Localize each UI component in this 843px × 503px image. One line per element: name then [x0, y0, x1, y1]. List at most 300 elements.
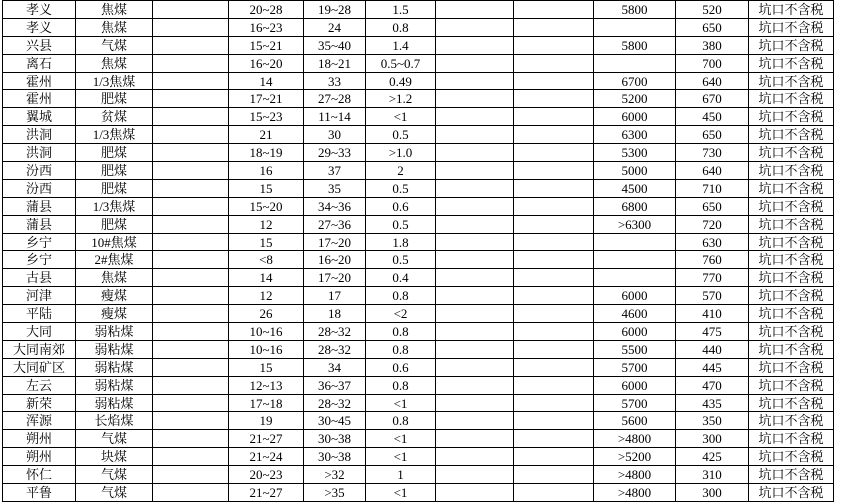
cell-value-1[interactable]: 15 — [229, 179, 304, 197]
cell-blank-c[interactable] — [514, 358, 594, 376]
cell-calorific-value[interactable]: 6000 — [594, 376, 676, 394]
cell-region[interactable]: 孝义 — [3, 18, 76, 36]
cell-calorific-value[interactable]: 4600 — [594, 305, 676, 323]
cell-value-2[interactable]: 35 — [304, 179, 366, 197]
cell-price[interactable]: 650 — [676, 126, 749, 144]
cell-value-1[interactable]: 14 — [229, 269, 304, 287]
cell-calorific-value[interactable]: 5800 — [594, 36, 676, 54]
cell-coal-type[interactable]: 2#焦煤 — [76, 251, 153, 269]
cell-value-3[interactable]: 0.5 — [366, 179, 436, 197]
cell-value-2[interactable]: 16~20 — [304, 251, 366, 269]
cell-price[interactable]: 310 — [676, 466, 749, 484]
cell-value-1[interactable]: 21~27 — [229, 484, 304, 502]
cell-value-2[interactable]: 34~36 — [304, 197, 366, 215]
cell-blank-c[interactable] — [514, 90, 594, 108]
cell-region[interactable]: 大同南郊 — [3, 340, 76, 358]
cell-calorific-value[interactable] — [594, 269, 676, 287]
cell-blank-b[interactable] — [436, 466, 514, 484]
cell-value-2[interactable]: 35~40 — [304, 36, 366, 54]
cell-blank-a[interactable] — [153, 340, 229, 358]
cell-value-2[interactable]: 28~32 — [304, 394, 366, 412]
cell-blank-a[interactable] — [153, 448, 229, 466]
cell-value-1[interactable]: 16~20 — [229, 54, 304, 72]
cell-value-1[interactable]: 15~23 — [229, 108, 304, 126]
cell-calorific-value[interactable]: 5500 — [594, 340, 676, 358]
cell-blank-b[interactable] — [436, 340, 514, 358]
cell-coal-type[interactable]: 气煤 — [76, 430, 153, 448]
cell-blank-c[interactable] — [514, 394, 594, 412]
cell-coal-type[interactable]: 1/3焦煤 — [76, 126, 153, 144]
cell-calorific-value[interactable]: >4800 — [594, 484, 676, 502]
cell-blank-c[interactable] — [514, 305, 594, 323]
cell-region[interactable]: 朔州 — [3, 448, 76, 466]
cell-tax-basis[interactable]: 坑口不含税 — [749, 18, 834, 36]
cell-value-3[interactable]: >1.0 — [366, 144, 436, 162]
cell-calorific-value[interactable]: 6700 — [594, 72, 676, 90]
cell-blank-a[interactable] — [153, 484, 229, 502]
cell-calorific-value[interactable]: 5700 — [594, 394, 676, 412]
cell-value-3[interactable]: 0.8 — [366, 412, 436, 430]
cell-blank-b[interactable] — [436, 430, 514, 448]
cell-tax-basis[interactable]: 坑口不含税 — [749, 448, 834, 466]
cell-tax-basis[interactable]: 坑口不含税 — [749, 72, 834, 90]
cell-value-3[interactable]: 0.6 — [366, 358, 436, 376]
cell-coal-type[interactable]: 气煤 — [76, 484, 153, 502]
cell-blank-b[interactable] — [436, 90, 514, 108]
cell-blank-a[interactable] — [153, 179, 229, 197]
cell-blank-c[interactable] — [514, 340, 594, 358]
cell-value-3[interactable]: 1.8 — [366, 233, 436, 251]
cell-coal-type[interactable]: 气煤 — [76, 466, 153, 484]
cell-tax-basis[interactable]: 坑口不含税 — [749, 394, 834, 412]
cell-region[interactable]: 怀仁 — [3, 466, 76, 484]
cell-blank-a[interactable] — [153, 376, 229, 394]
cell-value-2[interactable]: 18~21 — [304, 54, 366, 72]
cell-tax-basis[interactable]: 坑口不含税 — [749, 305, 834, 323]
cell-region[interactable]: 大同 — [3, 323, 76, 341]
cell-value-1[interactable]: 21 — [229, 126, 304, 144]
cell-value-2[interactable]: 28~32 — [304, 340, 366, 358]
cell-blank-b[interactable] — [436, 305, 514, 323]
cell-value-3[interactable]: 0.8 — [366, 340, 436, 358]
cell-blank-b[interactable] — [436, 54, 514, 72]
cell-tax-basis[interactable]: 坑口不含税 — [749, 54, 834, 72]
cell-blank-c[interactable] — [514, 233, 594, 251]
cell-price[interactable]: 730 — [676, 144, 749, 162]
cell-value-3[interactable]: <1 — [366, 108, 436, 126]
cell-region[interactable]: 洪洞 — [3, 144, 76, 162]
cell-blank-a[interactable] — [153, 108, 229, 126]
cell-value-3[interactable]: 0.4 — [366, 269, 436, 287]
cell-blank-a[interactable] — [153, 358, 229, 376]
cell-blank-b[interactable] — [436, 144, 514, 162]
cell-calorific-value[interactable] — [594, 54, 676, 72]
cell-blank-c[interactable] — [514, 1, 594, 19]
cell-coal-type[interactable]: 弱粘煤 — [76, 340, 153, 358]
cell-value-1[interactable]: 15 — [229, 358, 304, 376]
cell-blank-a[interactable] — [153, 144, 229, 162]
cell-tax-basis[interactable]: 坑口不含税 — [749, 430, 834, 448]
cell-blank-a[interactable] — [153, 126, 229, 144]
cell-blank-c[interactable] — [514, 412, 594, 430]
cell-tax-basis[interactable]: 坑口不含税 — [749, 144, 834, 162]
cell-region[interactable]: 乡宁 — [3, 233, 76, 251]
cell-blank-c[interactable] — [514, 108, 594, 126]
cell-value-3[interactable]: <1 — [366, 394, 436, 412]
cell-blank-b[interactable] — [436, 197, 514, 215]
cell-coal-type[interactable]: 肥煤 — [76, 179, 153, 197]
cell-region[interactable]: 平陆 — [3, 305, 76, 323]
cell-price[interactable]: 640 — [676, 162, 749, 180]
cell-blank-b[interactable] — [436, 448, 514, 466]
cell-blank-a[interactable] — [153, 1, 229, 19]
cell-value-1[interactable]: 12~13 — [229, 376, 304, 394]
cell-region[interactable]: 离石 — [3, 54, 76, 72]
cell-blank-a[interactable] — [153, 18, 229, 36]
cell-price[interactable]: 570 — [676, 287, 749, 305]
cell-blank-b[interactable] — [436, 72, 514, 90]
cell-calorific-value[interactable]: 5000 — [594, 162, 676, 180]
cell-coal-type[interactable]: 肥煤 — [76, 215, 153, 233]
cell-region[interactable]: 汾西 — [3, 179, 76, 197]
cell-tax-basis[interactable]: 坑口不含税 — [749, 269, 834, 287]
cell-coal-type[interactable]: 瘦煤 — [76, 305, 153, 323]
cell-tax-basis[interactable]: 坑口不含税 — [749, 233, 834, 251]
cell-blank-c[interactable] — [514, 430, 594, 448]
cell-calorific-value[interactable]: 6000 — [594, 108, 676, 126]
cell-value-1[interactable]: 17~18 — [229, 394, 304, 412]
cell-value-1[interactable]: 16~23 — [229, 18, 304, 36]
cell-value-2[interactable]: 17~20 — [304, 269, 366, 287]
cell-value-2[interactable]: 29~33 — [304, 144, 366, 162]
cell-blank-a[interactable] — [153, 162, 229, 180]
cell-calorific-value[interactable]: 5700 — [594, 358, 676, 376]
cell-region[interactable]: 浑源 — [3, 412, 76, 430]
cell-value-2[interactable]: >35 — [304, 484, 366, 502]
cell-calorific-value[interactable]: 5800 — [594, 1, 676, 19]
cell-value-3[interactable]: <2 — [366, 305, 436, 323]
cell-value-2[interactable]: >32 — [304, 466, 366, 484]
cell-tax-basis[interactable]: 坑口不含税 — [749, 358, 834, 376]
cell-price[interactable]: 300 — [676, 430, 749, 448]
cell-value-3[interactable]: 0.8 — [366, 287, 436, 305]
cell-blank-a[interactable] — [153, 72, 229, 90]
cell-price[interactable]: 650 — [676, 18, 749, 36]
cell-region[interactable]: 河津 — [3, 287, 76, 305]
cell-calorific-value[interactable]: 6300 — [594, 126, 676, 144]
cell-tax-basis[interactable]: 坑口不含税 — [749, 215, 834, 233]
cell-blank-c[interactable] — [514, 144, 594, 162]
cell-value-3[interactable]: 1.5 — [366, 1, 436, 19]
cell-coal-type[interactable]: 1/3焦煤 — [76, 197, 153, 215]
cell-value-3[interactable]: 1.4 — [366, 36, 436, 54]
cell-value-3[interactable]: 0.6 — [366, 197, 436, 215]
cell-value-2[interactable]: 37 — [304, 162, 366, 180]
cell-value-1[interactable]: 17~21 — [229, 90, 304, 108]
cell-blank-c[interactable] — [514, 323, 594, 341]
cell-value-3[interactable]: 2 — [366, 162, 436, 180]
cell-value-3[interactable]: 0.49 — [366, 72, 436, 90]
cell-value-3[interactable]: 0.8 — [366, 376, 436, 394]
cell-value-1[interactable]: 10~16 — [229, 340, 304, 358]
cell-blank-b[interactable] — [436, 18, 514, 36]
cell-blank-b[interactable] — [436, 233, 514, 251]
cell-blank-c[interactable] — [514, 466, 594, 484]
cell-blank-b[interactable] — [436, 412, 514, 430]
cell-value-1[interactable]: 15~20 — [229, 197, 304, 215]
cell-blank-b[interactable] — [436, 126, 514, 144]
cell-blank-b[interactable] — [436, 162, 514, 180]
cell-tax-basis[interactable]: 坑口不含税 — [749, 36, 834, 54]
cell-price[interactable]: 670 — [676, 90, 749, 108]
cell-value-1[interactable]: 16 — [229, 162, 304, 180]
cell-coal-type[interactable]: 肥煤 — [76, 144, 153, 162]
cell-coal-type[interactable]: 焦煤 — [76, 269, 153, 287]
cell-value-2[interactable]: 30~38 — [304, 448, 366, 466]
cell-coal-type[interactable]: 1/3焦煤 — [76, 72, 153, 90]
cell-value-3[interactable]: 0.8 — [366, 323, 436, 341]
cell-calorific-value[interactable]: >4800 — [594, 466, 676, 484]
cell-blank-b[interactable] — [436, 108, 514, 126]
cell-value-3[interactable]: 0.5~0.7 — [366, 54, 436, 72]
cell-value-3[interactable]: 0.8 — [366, 18, 436, 36]
cell-value-1[interactable]: 15~21 — [229, 36, 304, 54]
cell-region[interactable]: 乡宁 — [3, 251, 76, 269]
cell-coal-type[interactable]: 弱粘煤 — [76, 376, 153, 394]
cell-blank-b[interactable] — [436, 394, 514, 412]
cell-tax-basis[interactable]: 坑口不含税 — [749, 197, 834, 215]
cell-value-1[interactable]: 26 — [229, 305, 304, 323]
cell-value-1[interactable]: 20~23 — [229, 466, 304, 484]
cell-coal-type[interactable]: 焦煤 — [76, 1, 153, 19]
cell-value-2[interactable]: 19~28 — [304, 1, 366, 19]
cell-calorific-value[interactable]: 4500 — [594, 179, 676, 197]
cell-region[interactable]: 洪洞 — [3, 126, 76, 144]
cell-coal-type[interactable]: 焦煤 — [76, 18, 153, 36]
cell-value-1[interactable]: 12 — [229, 287, 304, 305]
cell-region[interactable]: 新荣 — [3, 394, 76, 412]
cell-blank-a[interactable] — [153, 466, 229, 484]
cell-value-1[interactable]: 20~28 — [229, 1, 304, 19]
cell-value-3[interactable]: <1 — [366, 430, 436, 448]
cell-calorific-value[interactable] — [594, 233, 676, 251]
cell-blank-b[interactable] — [436, 215, 514, 233]
cell-tax-basis[interactable]: 坑口不含税 — [749, 108, 834, 126]
cell-blank-a[interactable] — [153, 54, 229, 72]
cell-value-1[interactable]: 19 — [229, 412, 304, 430]
cell-value-1[interactable]: 14 — [229, 72, 304, 90]
cell-tax-basis[interactable]: 坑口不含税 — [749, 484, 834, 502]
cell-blank-a[interactable] — [153, 251, 229, 269]
cell-region[interactable]: 霍州 — [3, 72, 76, 90]
cell-tax-basis[interactable]: 坑口不含税 — [749, 179, 834, 197]
cell-blank-a[interactable] — [153, 197, 229, 215]
cell-region[interactable]: 兴县 — [3, 36, 76, 54]
cell-coal-type[interactable]: 肥煤 — [76, 90, 153, 108]
cell-value-3[interactable]: 0.5 — [366, 251, 436, 269]
cell-blank-c[interactable] — [514, 287, 594, 305]
cell-price[interactable]: 640 — [676, 72, 749, 90]
cell-value-2[interactable]: 36~37 — [304, 376, 366, 394]
cell-value-1[interactable]: 12 — [229, 215, 304, 233]
cell-blank-a[interactable] — [153, 90, 229, 108]
cell-calorific-value[interactable] — [594, 251, 676, 269]
cell-blank-b[interactable] — [436, 269, 514, 287]
cell-calorific-value[interactable]: >4800 — [594, 430, 676, 448]
cell-price[interactable]: 450 — [676, 108, 749, 126]
cell-calorific-value[interactable]: 6000 — [594, 323, 676, 341]
cell-value-2[interactable]: 30~45 — [304, 412, 366, 430]
cell-value-2[interactable]: 28~32 — [304, 323, 366, 341]
cell-value-3[interactable]: <1 — [366, 484, 436, 502]
cell-price[interactable]: 710 — [676, 179, 749, 197]
cell-region[interactable]: 左云 — [3, 376, 76, 394]
cell-coal-type[interactable]: 贫煤 — [76, 108, 153, 126]
cell-price[interactable]: 650 — [676, 197, 749, 215]
cell-value-2[interactable]: 17 — [304, 287, 366, 305]
cell-blank-b[interactable] — [436, 376, 514, 394]
cell-value-2[interactable]: 17~20 — [304, 233, 366, 251]
cell-value-2[interactable]: 27~36 — [304, 215, 366, 233]
cell-coal-type[interactable]: 弱粘煤 — [76, 323, 153, 341]
cell-price[interactable]: 760 — [676, 251, 749, 269]
cell-blank-c[interactable] — [514, 484, 594, 502]
cell-blank-a[interactable] — [153, 394, 229, 412]
cell-price[interactable]: 380 — [676, 36, 749, 54]
cell-tax-basis[interactable]: 坑口不含税 — [749, 1, 834, 19]
cell-blank-a[interactable] — [153, 305, 229, 323]
cell-coal-type[interactable]: 弱粘煤 — [76, 358, 153, 376]
cell-price[interactable]: 470 — [676, 376, 749, 394]
cell-value-2[interactable]: 27~28 — [304, 90, 366, 108]
cell-value-2[interactable]: 33 — [304, 72, 366, 90]
cell-price[interactable]: 440 — [676, 340, 749, 358]
cell-blank-c[interactable] — [514, 251, 594, 269]
cell-blank-c[interactable] — [514, 376, 594, 394]
cell-blank-b[interactable] — [436, 358, 514, 376]
cell-blank-c[interactable] — [514, 54, 594, 72]
cell-tax-basis[interactable]: 坑口不含税 — [749, 412, 834, 430]
cell-blank-c[interactable] — [514, 215, 594, 233]
cell-region[interactable]: 孝义 — [3, 1, 76, 19]
cell-price[interactable]: 630 — [676, 233, 749, 251]
cell-coal-type[interactable]: 气煤 — [76, 36, 153, 54]
cell-region[interactable]: 古县 — [3, 269, 76, 287]
cell-price[interactable]: 445 — [676, 358, 749, 376]
cell-blank-a[interactable] — [153, 233, 229, 251]
cell-blank-a[interactable] — [153, 215, 229, 233]
cell-calorific-value[interactable]: 6000 — [594, 287, 676, 305]
cell-region[interactable]: 蒲县 — [3, 215, 76, 233]
cell-calorific-value[interactable]: 5600 — [594, 412, 676, 430]
cell-tax-basis[interactable]: 坑口不含税 — [749, 287, 834, 305]
cell-region[interactable]: 蒲县 — [3, 197, 76, 215]
cell-price[interactable]: 425 — [676, 448, 749, 466]
cell-blank-a[interactable] — [153, 412, 229, 430]
cell-value-3[interactable]: <1 — [366, 448, 436, 466]
cell-value-2[interactable]: 30~38 — [304, 430, 366, 448]
cell-value-3[interactable]: >1.2 — [366, 90, 436, 108]
cell-value-2[interactable]: 24 — [304, 18, 366, 36]
cell-calorific-value[interactable]: 6800 — [594, 197, 676, 215]
cell-price[interactable]: 700 — [676, 54, 749, 72]
cell-blank-b[interactable] — [436, 251, 514, 269]
cell-blank-a[interactable] — [153, 287, 229, 305]
cell-value-1[interactable]: 21~27 — [229, 430, 304, 448]
cell-blank-b[interactable] — [436, 179, 514, 197]
cell-value-3[interactable]: 0.5 — [366, 215, 436, 233]
cell-tax-basis[interactable]: 坑口不含税 — [749, 162, 834, 180]
cell-blank-c[interactable] — [514, 197, 594, 215]
cell-blank-a[interactable] — [153, 430, 229, 448]
cell-blank-c[interactable] — [514, 179, 594, 197]
cell-price[interactable]: 350 — [676, 412, 749, 430]
cell-blank-c[interactable] — [514, 18, 594, 36]
cell-calorific-value[interactable]: 5300 — [594, 144, 676, 162]
cell-price[interactable]: 410 — [676, 305, 749, 323]
cell-blank-b[interactable] — [436, 1, 514, 19]
cell-coal-type[interactable]: 块煤 — [76, 448, 153, 466]
cell-tax-basis[interactable]: 坑口不含税 — [749, 251, 834, 269]
cell-blank-b[interactable] — [436, 36, 514, 54]
cell-coal-type[interactable]: 10#焦煤 — [76, 233, 153, 251]
cell-region[interactable]: 平鲁 — [3, 484, 76, 502]
cell-tax-basis[interactable]: 坑口不含税 — [749, 340, 834, 358]
cell-calorific-value[interactable]: >5200 — [594, 448, 676, 466]
cell-blank-c[interactable] — [514, 448, 594, 466]
cell-value-1[interactable]: 21~24 — [229, 448, 304, 466]
cell-value-1[interactable]: <8 — [229, 251, 304, 269]
cell-value-2[interactable]: 34 — [304, 358, 366, 376]
cell-coal-type[interactable]: 焦煤 — [76, 54, 153, 72]
cell-blank-b[interactable] — [436, 287, 514, 305]
cell-region[interactable]: 大同矿区 — [3, 358, 76, 376]
cell-price[interactable]: 475 — [676, 323, 749, 341]
cell-price[interactable]: 770 — [676, 269, 749, 287]
cell-value-2[interactable]: 30 — [304, 126, 366, 144]
cell-tax-basis[interactable]: 坑口不含税 — [749, 90, 834, 108]
cell-price[interactable]: 520 — [676, 1, 749, 19]
cell-blank-c[interactable] — [514, 162, 594, 180]
cell-calorific-value[interactable]: 5200 — [594, 90, 676, 108]
cell-blank-c[interactable] — [514, 72, 594, 90]
cell-price[interactable]: 435 — [676, 394, 749, 412]
cell-value-1[interactable]: 15 — [229, 233, 304, 251]
cell-blank-a[interactable] — [153, 36, 229, 54]
cell-coal-type[interactable]: 肥煤 — [76, 162, 153, 180]
cell-coal-type[interactable]: 长焰煤 — [76, 412, 153, 430]
cell-coal-type[interactable]: 弱粘煤 — [76, 394, 153, 412]
cell-region[interactable]: 朔州 — [3, 430, 76, 448]
cell-blank-b[interactable] — [436, 323, 514, 341]
cell-blank-c[interactable] — [514, 36, 594, 54]
cell-calorific-value[interactable]: >6300 — [594, 215, 676, 233]
cell-blank-a[interactable] — [153, 269, 229, 287]
cell-region[interactable]: 汾西 — [3, 162, 76, 180]
cell-tax-basis[interactable]: 坑口不含税 — [749, 126, 834, 144]
cell-blank-c[interactable] — [514, 126, 594, 144]
cell-price[interactable]: 720 — [676, 215, 749, 233]
cell-blank-b[interactable] — [436, 484, 514, 502]
cell-blank-a[interactable] — [153, 323, 229, 341]
cell-value-3[interactable]: 0.5 — [366, 126, 436, 144]
cell-calorific-value[interactable] — [594, 18, 676, 36]
cell-value-1[interactable]: 10~16 — [229, 323, 304, 341]
cell-tax-basis[interactable]: 坑口不含税 — [749, 466, 834, 484]
cell-region[interactable]: 霍州 — [3, 90, 76, 108]
cell-price[interactable]: 300 — [676, 484, 749, 502]
cell-value-2[interactable]: 18 — [304, 305, 366, 323]
